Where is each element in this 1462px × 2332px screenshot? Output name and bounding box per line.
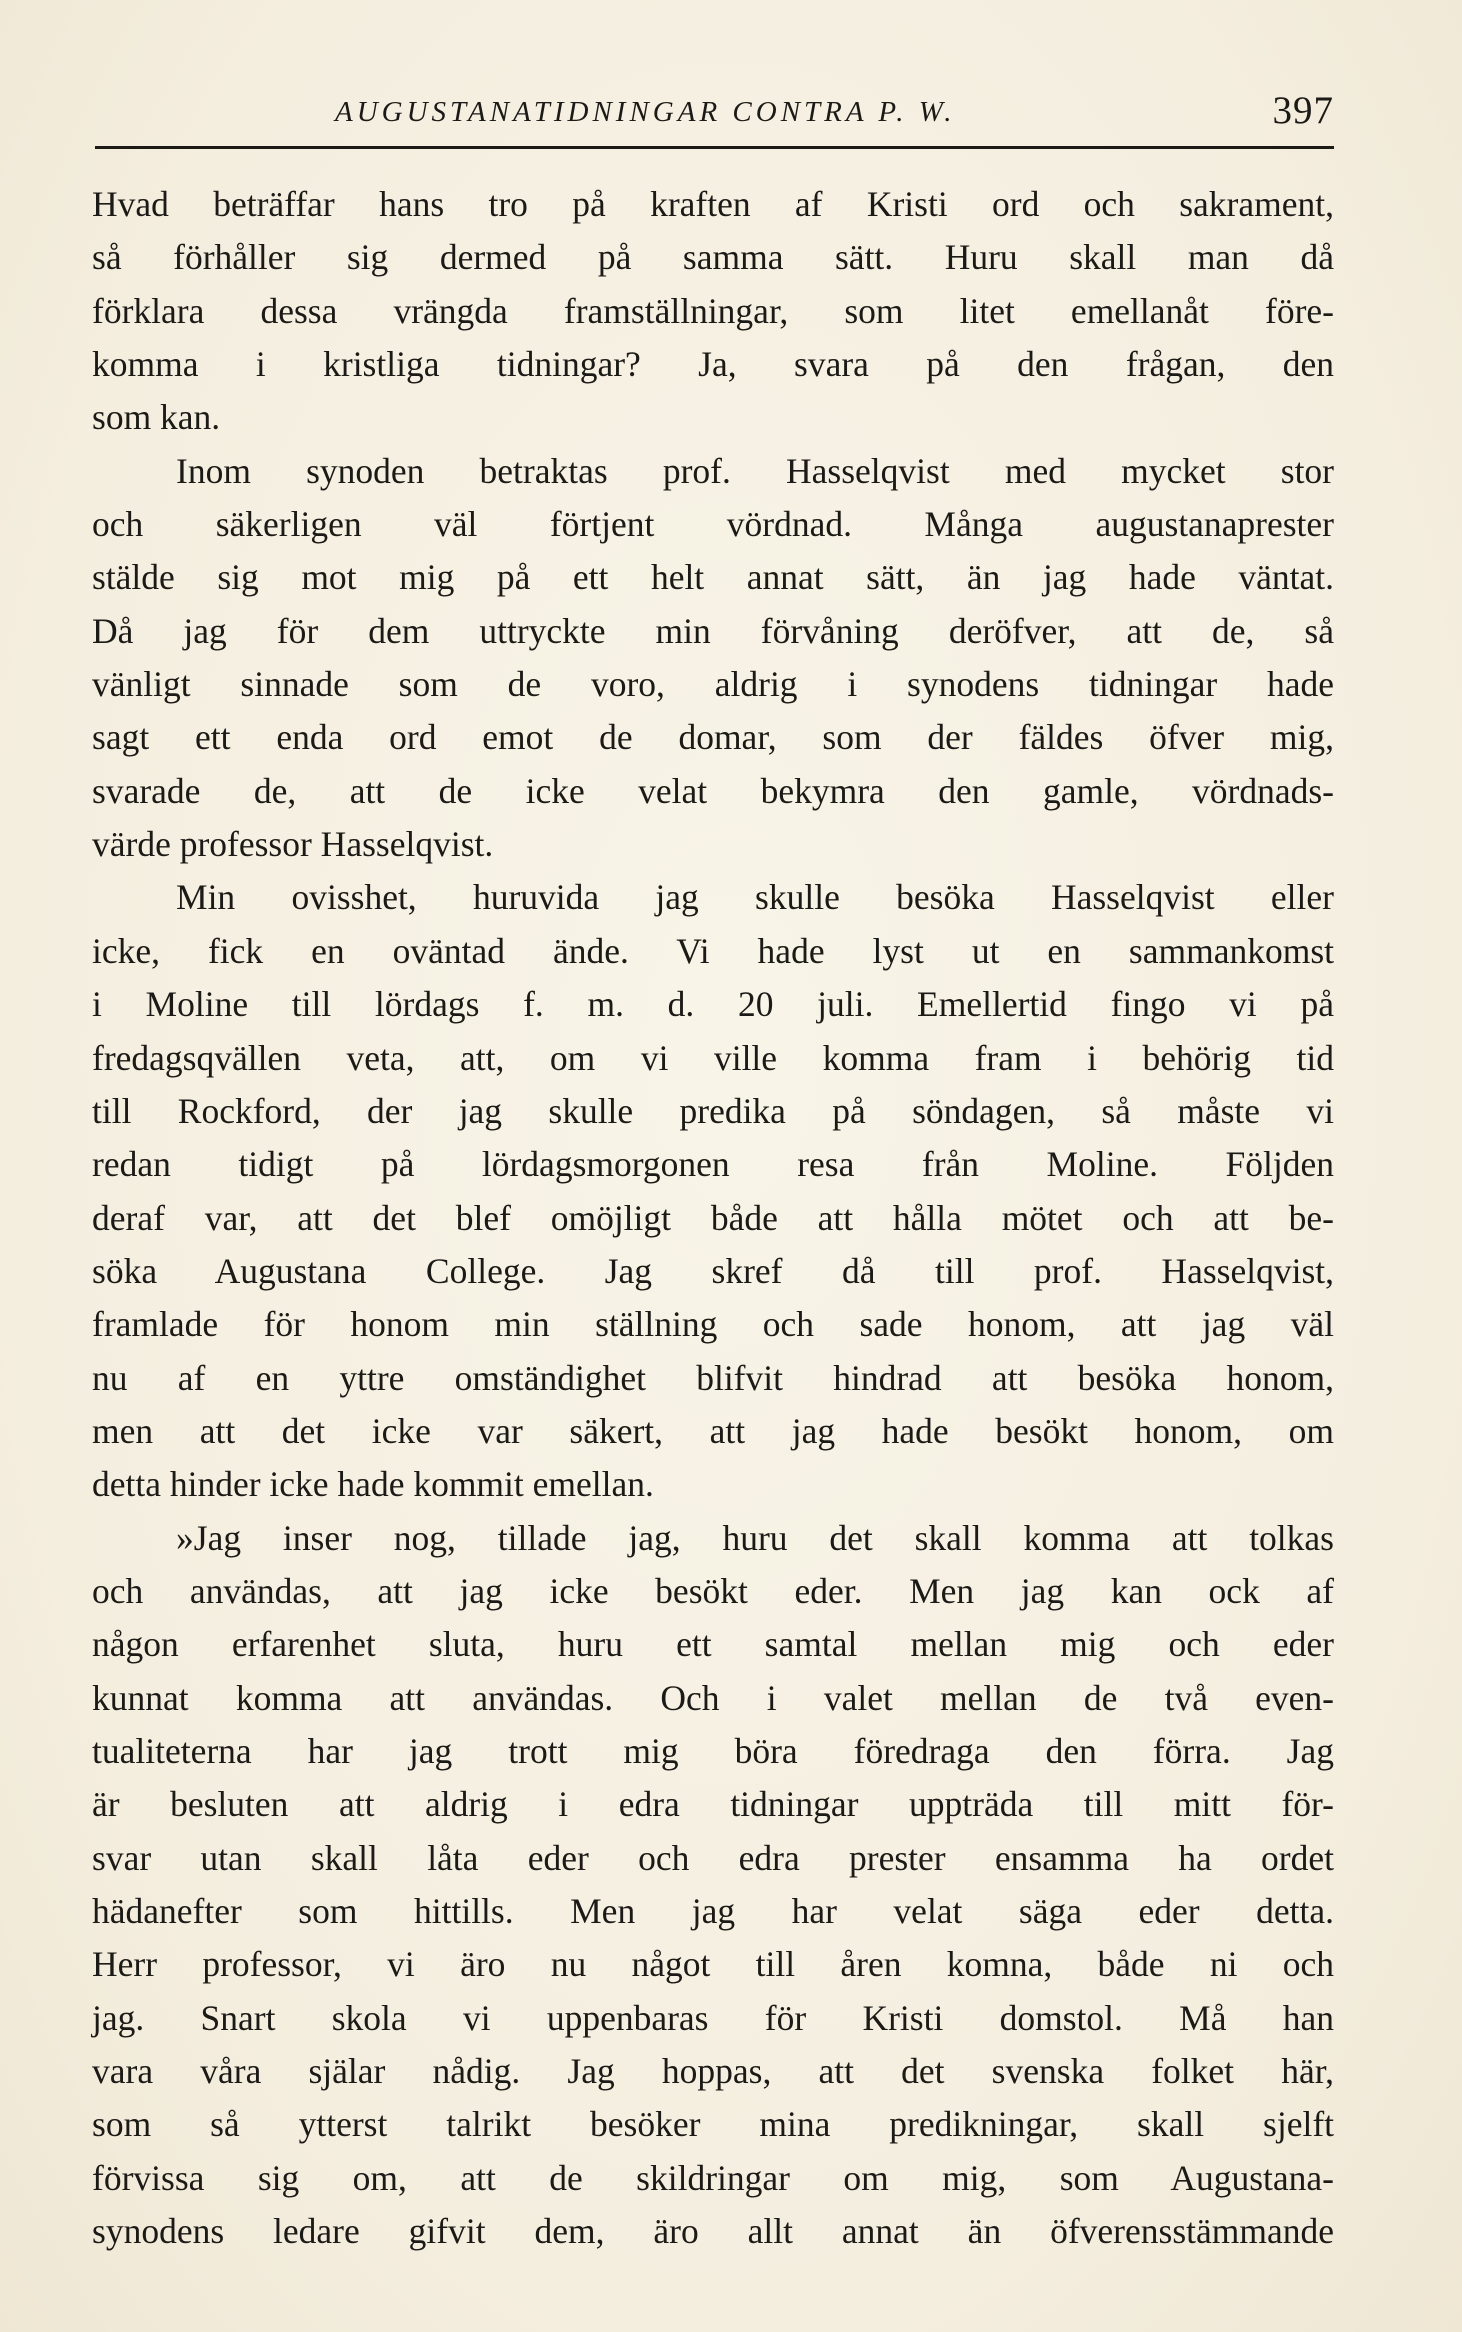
text-line: hädanefter som hittills. Men jag har velat säga eder detta. (92, 1891, 1334, 1931)
text-line: till Rockford, der jag skulle predika på söndagen, så måste vi (92, 1090, 1334, 1131)
text-line: svarade de, att de icke velat bekymra den gamle, vördnads- (92, 770, 1334, 811)
text-line: Min ovisshet, huruvida jag skulle besöka Hasselqvist eller (176, 877, 1334, 918)
paragraph (92, 1512, 1334, 2259)
paragraph (92, 445, 1334, 872)
text-line: så förhåller sig dermed på samma sätt. Huru skall man då (92, 237, 1334, 278)
text-line: vänligt sinnade som de voro, aldrig i synodens tidningar hade (92, 664, 1334, 705)
text-line: sagt ett enda ord emot de domar, som der fäldes öfver mig, (92, 717, 1334, 758)
text-line: »Jag inser nog, tillade jag, huru det skall komma att tolkas (176, 1517, 1334, 1558)
text-line: och användas, att jag icke besökt eder. Men jag kan ock af (92, 1570, 1334, 1611)
paragraph (92, 871, 1334, 1511)
running-head (95, 88, 1334, 148)
text-line: förklara dessa vrängda framställningar, som litet emellanåt före- (92, 290, 1334, 331)
text-line: Inom synoden betraktas prof. Hasselqvist med mycket stor (176, 450, 1334, 491)
text-line: nu af en yttre omständighet blifvit hindrad att besöka honom, (92, 1357, 1334, 1398)
page-number: 397 (1272, 89, 1334, 132)
text-line: vara våra själar nådig. Jag hoppas, att det svenska folket här, (92, 2051, 1334, 2092)
text-line: tualiteterna har jag trott mig böra föredraga den förra. Jag (92, 1730, 1334, 1771)
paragraph (92, 178, 1334, 445)
text-line: svar utan skall låta eder och edra prester ensamma ha ordet (92, 1837, 1334, 1878)
body-text (92, 178, 1334, 2258)
text-line: söka Augustana College. Jag skref då till prof. Hasselqvist, (92, 1250, 1334, 1291)
text-line: framlade för honom min ställning och sade honom, att jag väl (92, 1304, 1334, 1345)
text-line: jag. Snart skola vi uppenbaras för Kristi domstol. Må han (92, 1997, 1334, 2038)
text-line: men att det icke var säkert, att jag hade besökt honom, om (92, 1410, 1334, 1451)
header-rule (95, 146, 1334, 149)
text-line: Då jag för dem uttryckte min förvåning deröfver, att de, så (92, 610, 1334, 651)
text-line: som så ytterst talrikt besöker mina predikningar, skall sjelft (92, 2104, 1334, 2145)
text-line: och säkerligen väl förtjent vördnad. Många augustanaprester (92, 504, 1334, 545)
text-line: redan tidigt på lördagsmorgonen resa från Moline. Följden (92, 1144, 1334, 1185)
text-line: Herr professor, vi äro nu något till åren komna, både ni och (92, 1944, 1334, 1985)
text-line: kunnat komma att användas. Och i valet mellan de två even- (92, 1677, 1334, 1718)
text-line: komma i kristliga tidningar? Ja, svara på den frågan, den (92, 344, 1334, 385)
text-line: deraf var, att det blef omöjligt både att hålla mötet och att be- (92, 1197, 1334, 1238)
text-line: synodens ledare gifvit dem, äro allt annat än öfverensstämmande (92, 2211, 1334, 2252)
text-line: som kan. (92, 397, 221, 438)
text-line: detta hinder icke hade kommit emellan. (92, 1464, 654, 1505)
text-line: är besluten att aldrig i edra tidningar uppträda till mitt för- (92, 1784, 1334, 1825)
text-line: fredagsqvällen veta, att, om vi ville komma fram i behörig tid (92, 1037, 1334, 1078)
text-line: förvissa sig om, att de skildringar om mig, som Augustana- (92, 2157, 1334, 2198)
text-line: i Moline till lördags f. m. d. 20 juli. Emellertid fingo vi på (92, 984, 1334, 1025)
text-line: icke, fick en oväntad ände. Vi hade lyst ut en sammankomst (92, 930, 1334, 971)
running-title: AUGUSTANATIDNINGAR CONTRA P. W. (335, 96, 956, 128)
text-line: Hvad beträffar hans tro på kraften af Kristi ord och sakrament, (92, 184, 1334, 224)
text-line: stälde sig mot mig på ett helt annat sätt, än jag hade väntat. (92, 557, 1334, 598)
text-line: någon erfarenhet sluta, huru ett samtal mellan mig och eder (92, 1624, 1334, 1665)
text-line: värde professor Hasselqvist. (92, 824, 494, 865)
